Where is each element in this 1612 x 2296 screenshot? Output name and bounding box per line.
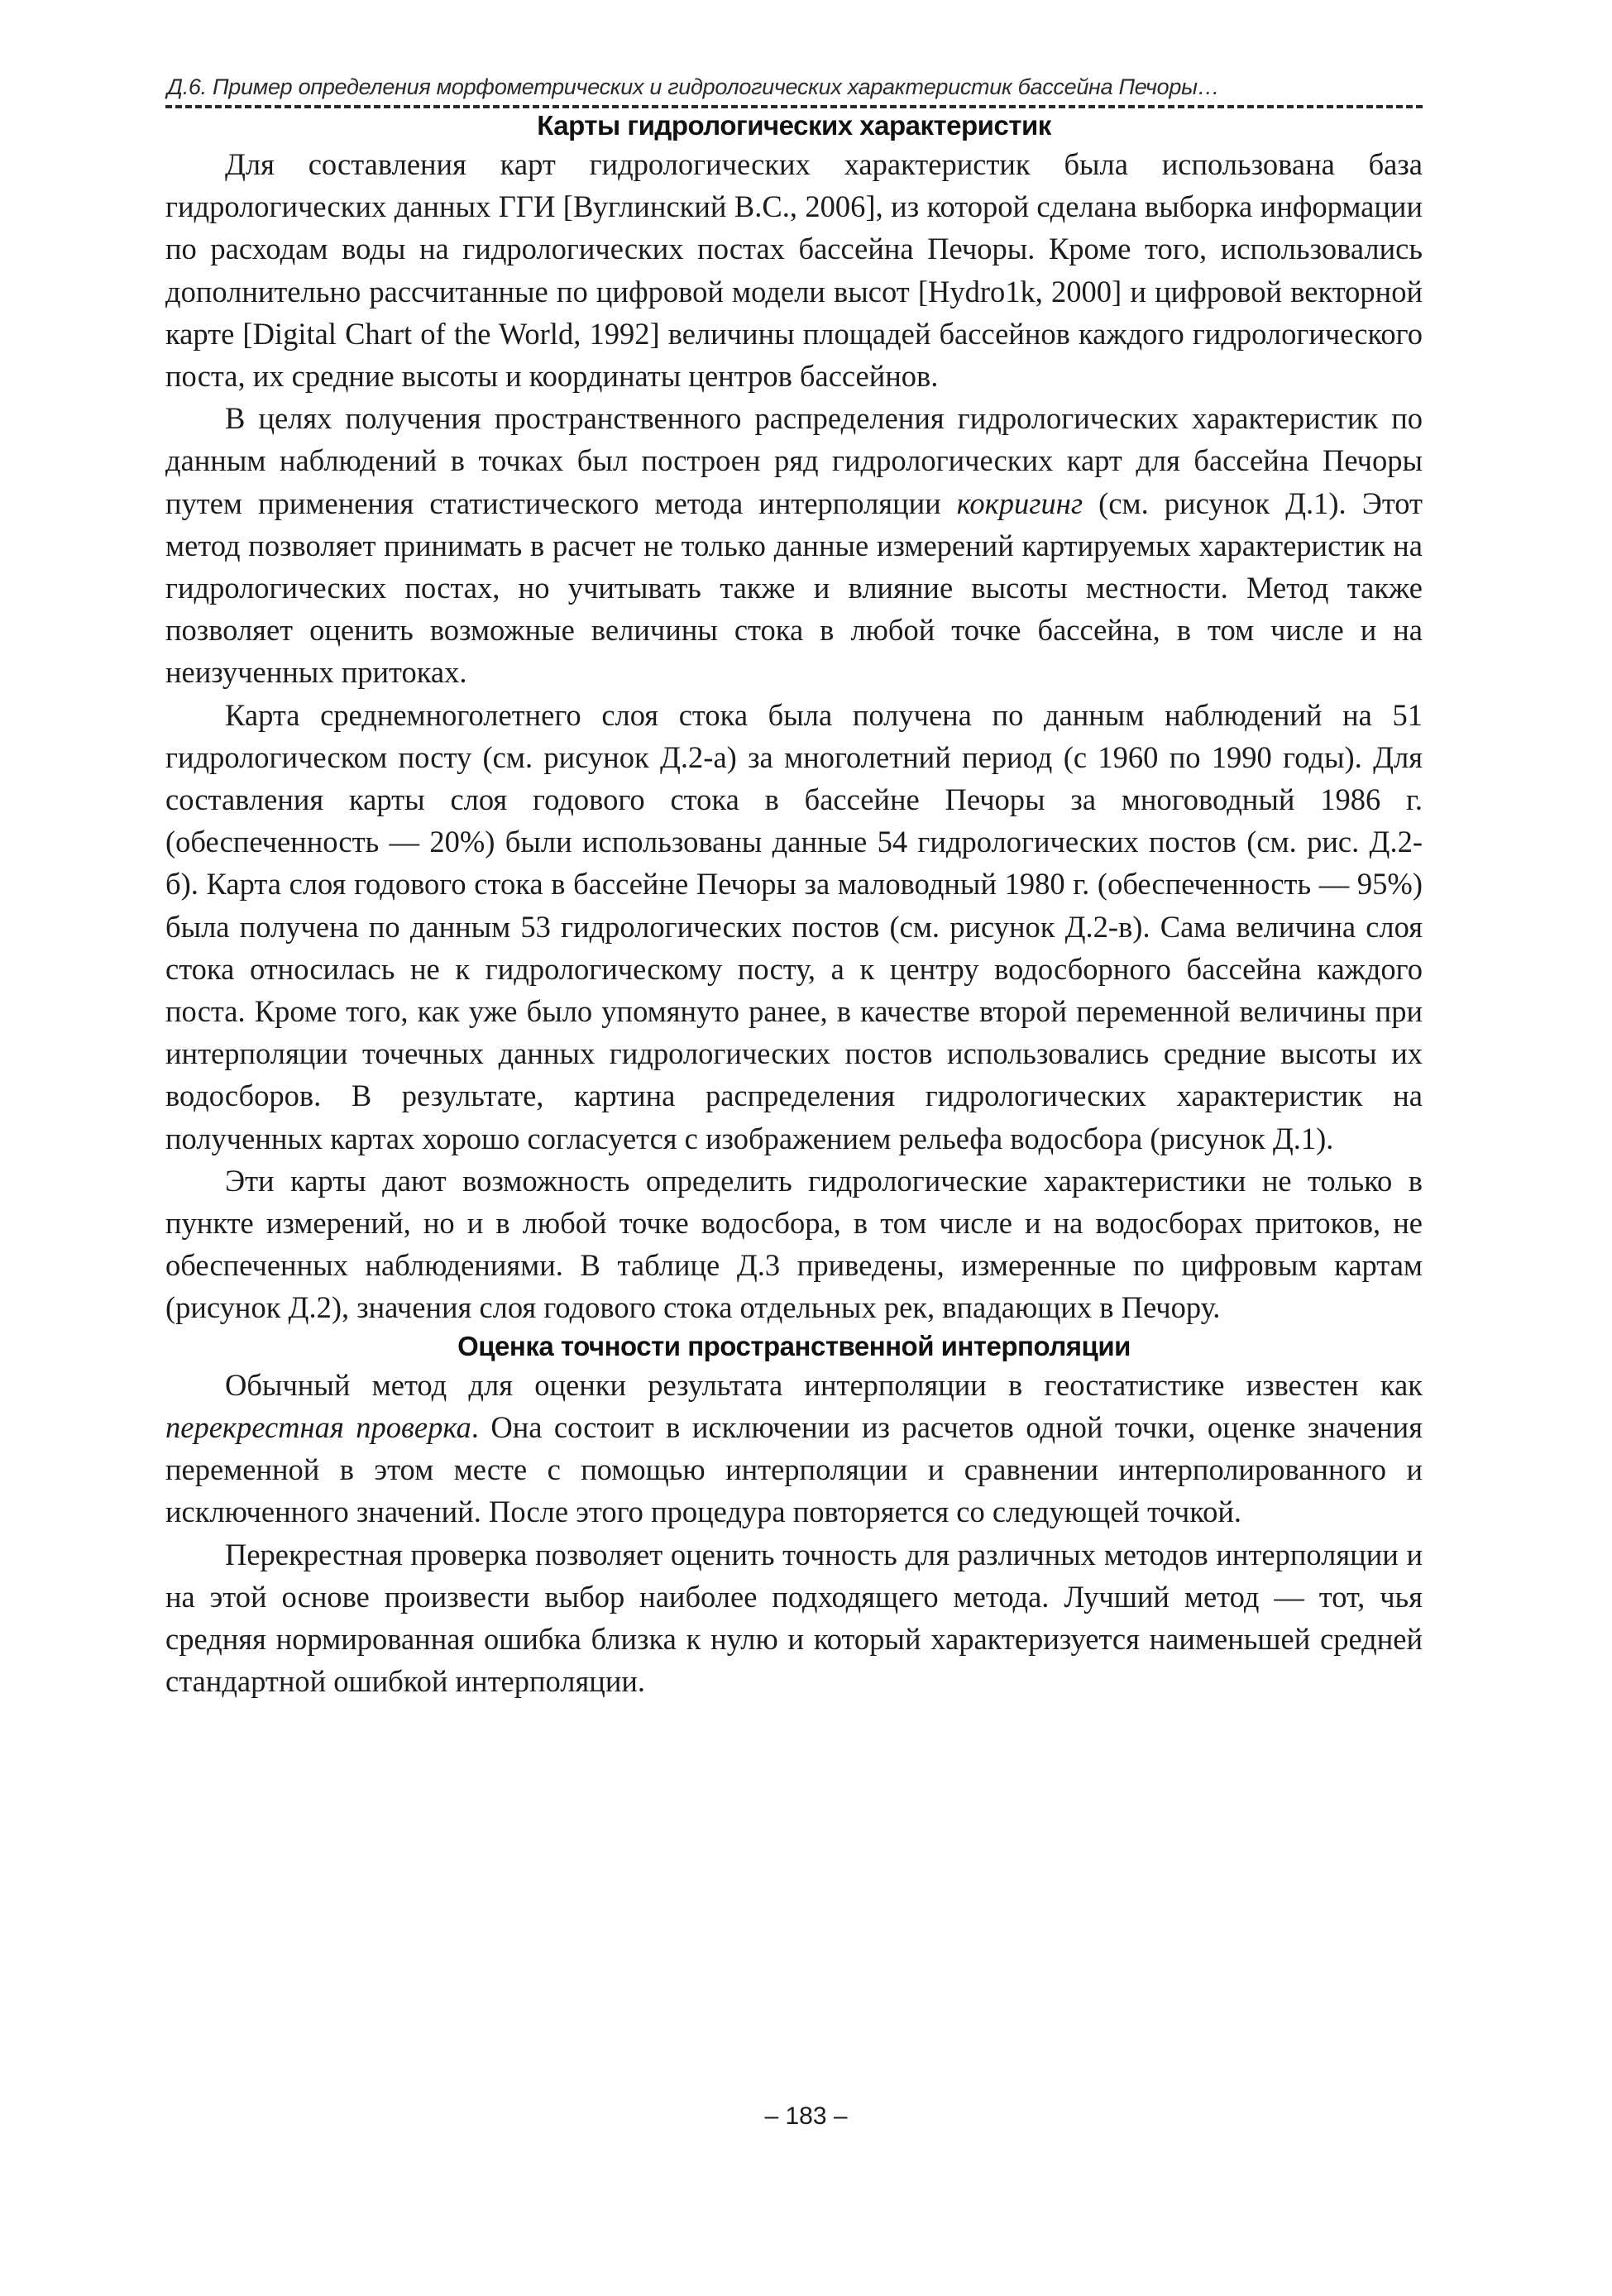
paragraph	[165, 1533, 1423, 1703]
paragraph	[165, 397, 1423, 693]
text-run: Эти карты дают возможность определить гидрологические характеристики не только в пункте измерений, но и в любой точке водосбора, в том числе и на водосборах притоков, не обеспеченных наблюдениями. В таблице Д.3 приведены, измеренные по цифровым картам (рисунок Д.2), значения слоя годового стока отдельных рек, впадающих в Печору.	[165, 1163, 1423, 1325]
text-run: В целях получения пространственного распределения гидрологических характеристик по данным наблюдений в точках был построен ряд гидрологических карт для бассейна Печоры путем применения статистического метода интерполяции	[165, 401, 1423, 520]
paragraph	[165, 1364, 1423, 1533]
text-run: (см. рисунок Д.1). Этот метод позволяет принимать в расчет не только данные измерений картируемых характеристик на гидрологических постах, но учитывать также и влияние высоты местности. Метод также позволяет оценить возможные величины стока в любой точке бассейна, в том числе и на неизученных притоках.	[165, 486, 1423, 690]
italic-term: перекрестная проверка	[165, 1409, 471, 1444]
text-run: Перекрестная проверка позволяет оценить точность для различных методов интерполяции и на этой основе произвести выбор наиболее подходящего метода. Лучший метод — тот, чья средняя нормированная ошибка близка к нулю и который характеризуется наименьшей средней стандартной ошибкой интерполяции.	[165, 1537, 1423, 1699]
italic-term: кокригинг	[956, 486, 1083, 520]
text-run: Обычный метод для оценки результата интерполяции в геостатистике известен как	[225, 1367, 1423, 1402]
paragraph	[165, 694, 1423, 1160]
running-head: Д.6. Пример определения морфометрических и гидрологических характеристик бассейна Печоры…	[167, 74, 1220, 99]
paragraph	[165, 1160, 1423, 1329]
text-run: Для составления карт гидрологических характеристик была использована база гидрологических данных ГГИ [Вуглинский В.С., 2006], из которой сделана выборка информации по расходам воды на гидрологических постах бассейна Печоры. Кроме того, использовались дополнительно рассчитанные по цифровой модели высот [Hydro1k, 2000] и цифровой векторной карте [Digital Chart of the World, 1992] величины площадей бассейнов каждого гидрологического поста, их средние высоты и координаты центров бассейнов.	[165, 147, 1423, 394]
section-title-interpolation-accuracy: Оценка точности пространственной интерполяции	[457, 1330, 1131, 1361]
text-run: . Она состоит в исключении из расчетов одной точки, оценке значения переменной в этом месте с помощью интерполяции и сравнении интерполированного и исключенного значений. После этого процедура повторяется со следующей точкой.	[165, 1409, 1423, 1529]
text-run: Карта среднемноголетнего слоя стока была получена по данным наблюдений на 51 гидрологическом посту (см. рисунок Д.2-а) за многолетний период (с 1960 по 1990 годы). Для составления карты слоя годового стока в бассейне Печоры за многоводный 1986 г. (обеспеченность — 20%) были использованы данные 54 гидрологических постов (см. рис. Д.2-б). Карта слоя годового стока в бассейне Печоры за маловодный 1980 г. (обеспеченность — 95%) была получена по данным 53 гидрологических постов (см. рисунок Д.2-в). Сама величина слоя стока относилась не к гидрологическому посту, а к центру водосборного бассейна каждого поста. Кроме того, как уже было упомянуто ранее, в качестве второй переменной величины при интерполяции точечных данных гидрологических постов использовались средние высоты их водосборов. В результате, картина распределения гидрологических характеристик на полученных картах хорошо согласуется с изображением рельефа водосбора (рисунок Д.1).	[165, 697, 1423, 1155]
paragraph	[165, 143, 1423, 397]
page-number: – 183 –	[764, 2102, 848, 2130]
section-title-hydrological-maps: Карты гидрологических характеристик	[537, 110, 1051, 141]
page-body	[165, 73, 1423, 1702]
